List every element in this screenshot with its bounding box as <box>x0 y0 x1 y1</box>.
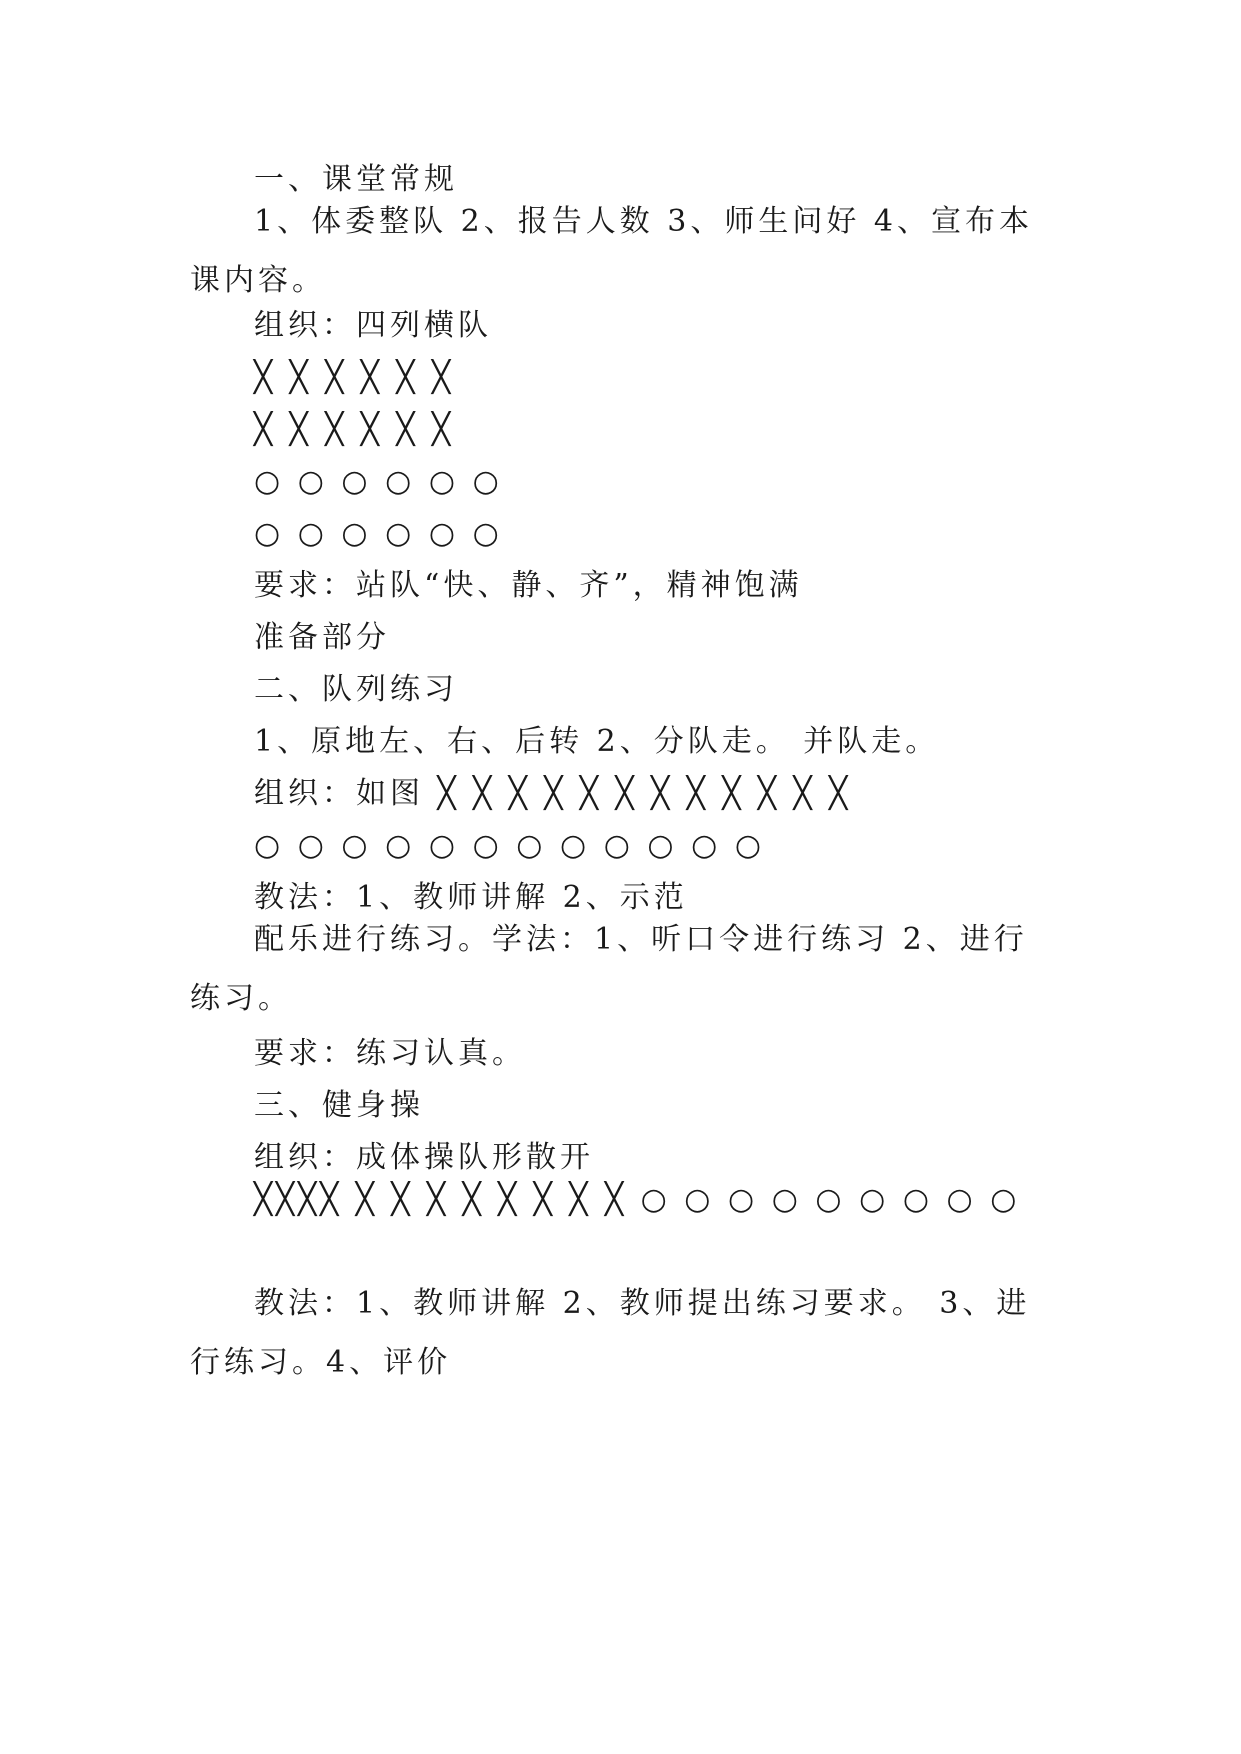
section-label-preparation: 准备部分 <box>254 620 390 655</box>
formation-row: ╳ ╳ ╳ ╳ ╳ ╳ <box>254 412 455 447</box>
requirement-line: 要求：站队“快、静、齐”，精神饱满 <box>254 568 803 603</box>
section-heading-routine: 一、课堂常规 <box>254 162 458 197</box>
learning-method-line: 配乐进行练习。学法：1、听口令进行练习 2、进行练习。 <box>190 922 1028 1016</box>
organization-line: 组织：四列横队 <box>254 308 492 343</box>
formation-row: ○ ○ ○ ○ ○ ○ <box>254 516 503 551</box>
formation-row: ╳ ╳ ╳ ╳ ╳ ╳ <box>254 360 455 395</box>
formation-row: ╳╳╳╳ ╳ ╳ ╳ ╳ ╳ ╳ ╳ ╳ ○ ○ ○ ○ ○ ○ ○ ○ ○ <box>254 1182 1021 1217</box>
organization-line: 组织：成体操队形散开 <box>254 1140 594 1175</box>
section-heading-exercise: 三、健身操 <box>254 1088 424 1123</box>
requirement-line: 要求：练习认真。 <box>254 1036 526 1071</box>
formation-row: ○ ○ ○ ○ ○ ○ ○ ○ ○ ○ ○ ○ <box>254 828 766 863</box>
drill-steps: 1、原地左、右、后转 2、分队走。 并队走。 <box>254 724 940 759</box>
formation-row: ○ ○ ○ ○ ○ ○ <box>254 464 503 499</box>
section-heading-drill: 二、队列练习 <box>254 672 458 707</box>
teaching-method-line: 教法：1、教师讲解 2、教师提出练习要求。 3、进行练习。4、评价 <box>190 1286 1031 1380</box>
organization-line: 组织：如图 ╳ ╳ ╳ ╳ ╳ ╳ ╳ ╳ ╳ ╳ ╳ ╳ <box>254 776 852 811</box>
teaching-method-line: 教法：1、教师讲解 2、示范 <box>254 880 688 915</box>
routine-steps: 1、体委整队 2、报告人数 3、师生问好 4、宣布本课内容。 <box>190 204 1033 298</box>
